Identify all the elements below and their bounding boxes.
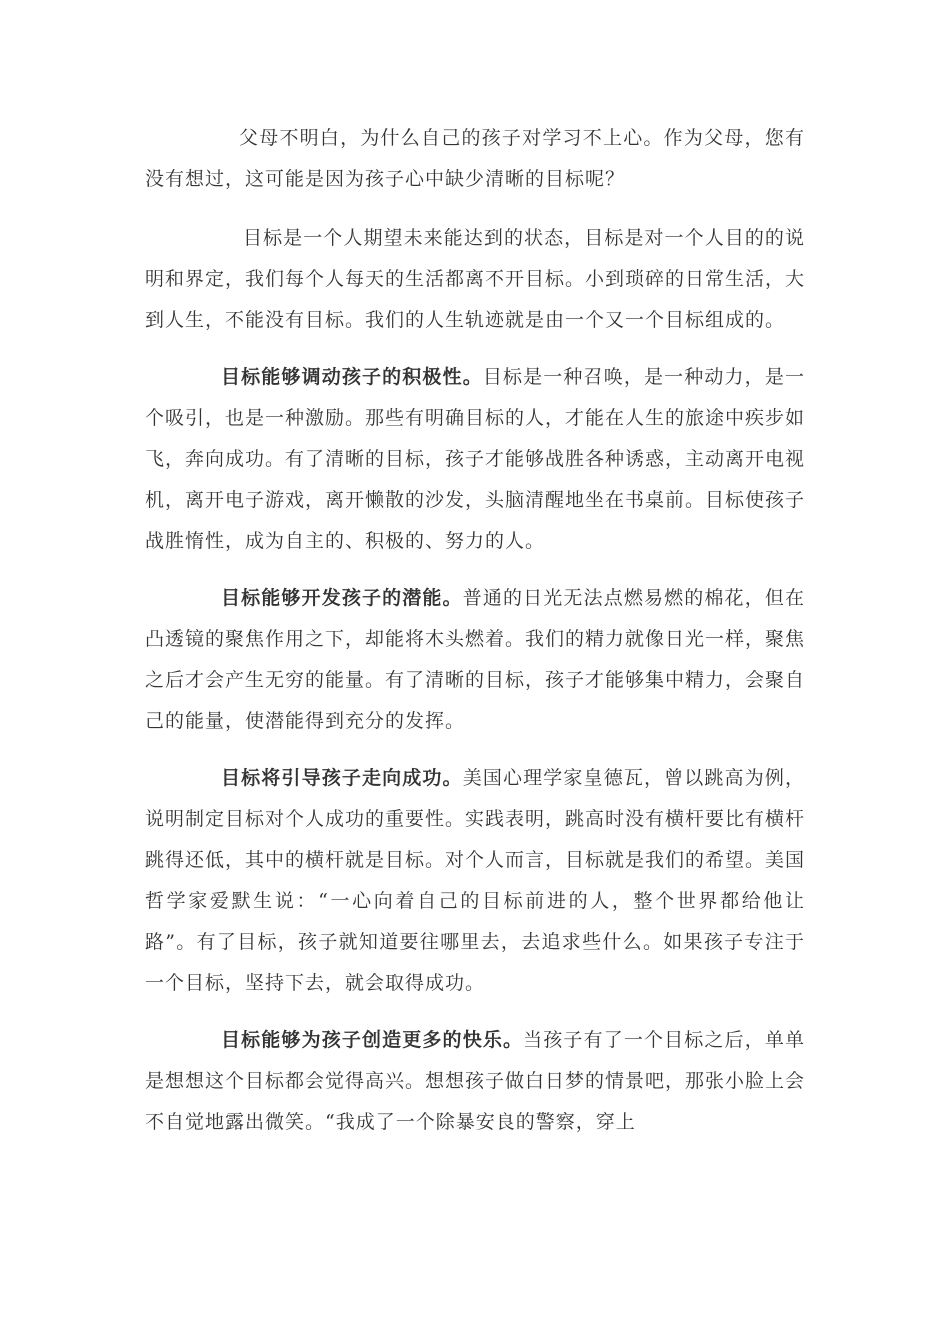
paragraph-potential <box>145 578 805 742</box>
paragraph-text: 父母不明白，为什么自己的孩子对学习不上心。作为父母，您有没有想过，这可能是因为孩子心中缺少清晰的目标呢？ <box>145 127 805 190</box>
paragraph-intro <box>145 118 805 200</box>
paragraph-heading: 目标能够调动孩子的积极性。 <box>221 366 483 388</box>
paragraph-heading: 目标将引导孩子走向成功。 <box>221 767 463 789</box>
paragraph-goal-definition <box>145 218 805 341</box>
paragraph-motivation <box>145 357 805 562</box>
paragraph-text: 当孩子有了一个目标之后，单单是想想这个目标都会觉得高兴。想想孩子做白日梦的情景吧，那张小脸上会不自觉地露出微笑。“我成了一个除暴安良的警察，穿上 <box>145 1029 806 1133</box>
paragraph-happiness <box>145 1020 805 1143</box>
paragraph-heading: 目标能够为孩子创造更多的快乐。 <box>221 1029 524 1051</box>
paragraph-heading: 目标能够开发孩子的潜能。 <box>221 587 463 609</box>
paragraph-text: 目标是一种召唤，是一种动力，是一个吸引，也是一种激励。那些有明确目标的人，才能在人生的旅途中疾步如飞，奔向成功。有了清晰的目标，孩子才能够战胜各种诱惑，主动离开电视机，离开电子游戏，离开懒散的沙发，头脑清醒地坐在书桌前。目标使孩子战胜惰性，成为自主的、积极的、努力的人。 <box>145 366 806 552</box>
paragraph-success <box>145 758 805 1004</box>
paragraph-text: 美国心理学家皇德瓦，曾以跳高为例，说明制定目标对个人成功的重要性。实践表明，跳高时没有横杆要比有横杆跳得还低，其中的横杆就是目标。对个人而言，目标就是我们的希望。美国哲学家爱默生说：“一心向着自己的目标前进的人，整个世界都给他让路”。有了目标，孩子就知道要往哪里去，去追求些什么。如果孩子专注于一个目标，坚持下去，就会取得成功。 <box>145 767 806 994</box>
document-page <box>145 118 805 1143</box>
paragraph-text: 普通的日光无法点燃易燃的棉花，但在凸透镜的聚焦作用之下，却能将木头燃着。我们的精力就像日光一样，聚焦之后才会产生无穷的能量。有了清晰的目标，孩子才能够集中精力，会聚自己的能量，使潜能得到充分的发挥。 <box>145 587 806 732</box>
paragraph-text: 目标是一个人期望未来能达到的状态，目标是对一个人目的的说明和界定，我们每个人每天的生活都离不开目标。小到琐碎的日常生活，大到人生，不能没有目标。我们的人生轨迹就是由一个又一个目标组成的。 <box>145 227 806 331</box>
